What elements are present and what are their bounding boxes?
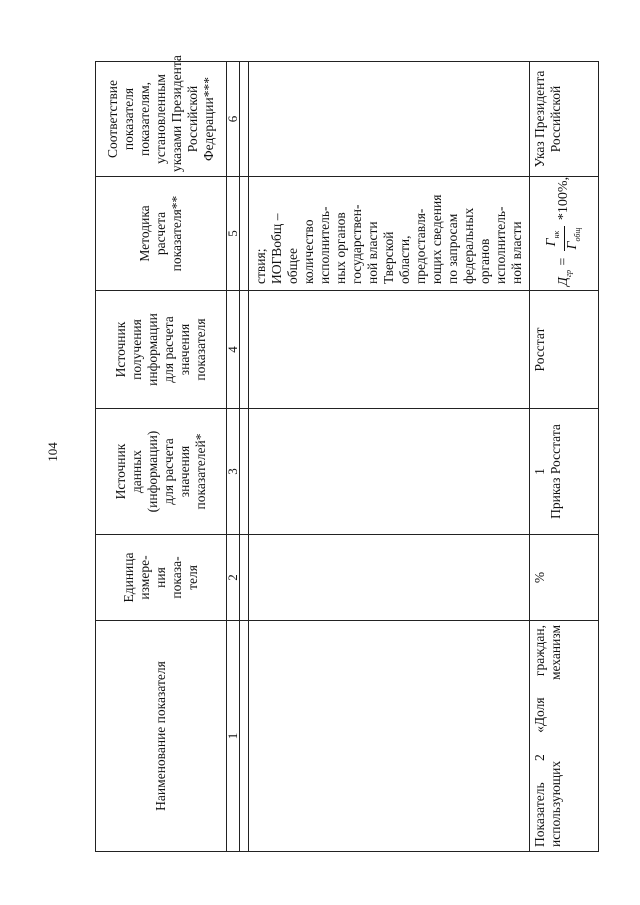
column-number: 2 (227, 535, 240, 621)
indicator-2-source-info: Росстат (530, 291, 599, 409)
method-continuation-text: ствия; ИОГВобщ – общее количество исполнитель- ных органов государствен- ной власти Тверской области, предоставля- ющих сведения по запросам федеральных органов исполнитель- ной власти (249, 177, 530, 291)
page-number: 104 (45, 442, 60, 462)
indicator-2-formula (530, 177, 599, 291)
separator-row (240, 62, 249, 852)
header-name: Наименование показателя (96, 621, 227, 852)
rotated-table-container (95, 55, 599, 852)
indicator-2-name: Показатель 2 «Доля граждан, использующих механизм (530, 621, 599, 852)
column-number: 1 (227, 621, 240, 852)
indicator-table (95, 55, 599, 852)
indicator-2-source-data: 1 Приказ Росстата (530, 409, 599, 535)
indicator-2-conformity: Указ Президента Российской (530, 62, 599, 177)
column-number: 6 (227, 62, 240, 177)
indicator-2-row (530, 62, 599, 852)
column-number: 3 (227, 409, 240, 535)
header-conformity: Соответствие показателя показателям, установленным указами Президента Российской Федерации*** (96, 62, 227, 177)
header-unit: Единица измере- ния показа- теля (96, 535, 227, 621)
column-number-row (227, 62, 240, 852)
formula-fraction: $Г_{нк}$ $Г_{общ}$ (543, 227, 582, 250)
indicator-2-unit: % (530, 535, 599, 621)
header-row (96, 62, 227, 852)
header-method: Методика расчета показателя** (96, 177, 227, 291)
formula-expression: $Д_{гр}$ = $Г_{нк}$ $Г_{общ}$ *100%, (556, 177, 571, 286)
column-number: 4 (227, 291, 240, 409)
header-source-info: Источник получения информации для расчета значения показателя (96, 291, 227, 409)
header-source-data: Источник данных (информации) для расчета значения показателей* (96, 409, 227, 535)
column-number: 5 (227, 177, 240, 291)
continuation-row (249, 62, 530, 852)
